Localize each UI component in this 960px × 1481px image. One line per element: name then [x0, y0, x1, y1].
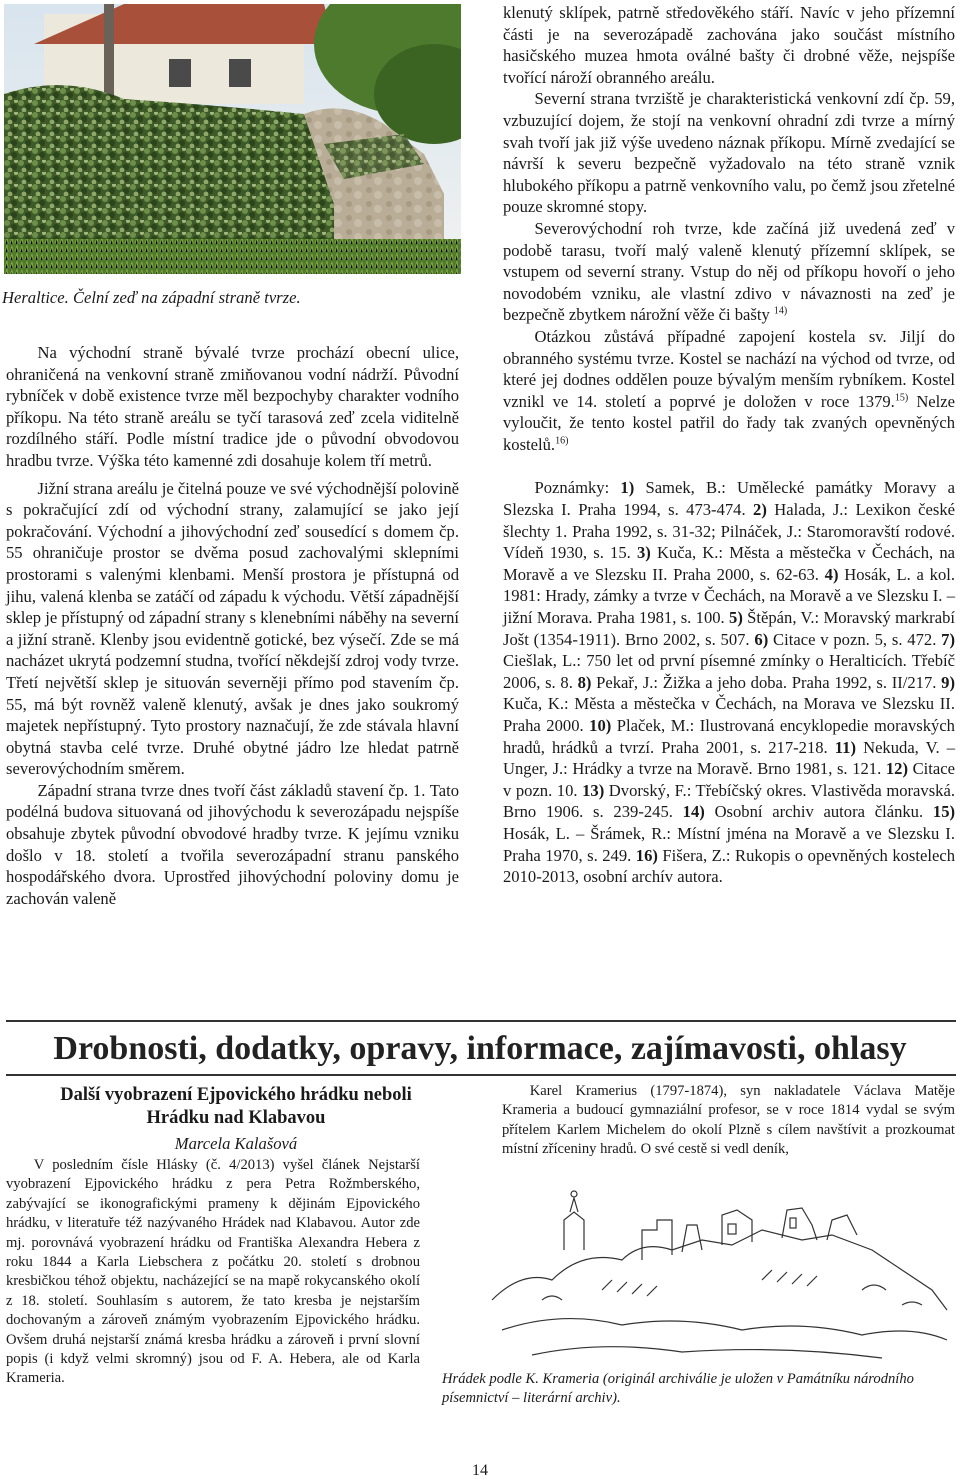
note-text: Citace v pozn. 10. — [503, 759, 955, 800]
note-number: 14) — [682, 802, 705, 822]
note-number: 11) — [834, 737, 856, 757]
note-text: Kuča, K.: Města a městečka v Čechách, na Morava ve Slezsku II. Praha 2000. — [503, 694, 955, 735]
footnote-ref: 15) — [894, 392, 909, 404]
note-text: Fišera, Z.: Rukopis o opevněných kostelech 2010-2013, osobní archív autora. — [503, 845, 956, 887]
paragraph: Jižní strana areálu je čitelná pouze ve své východnější polovině s pokračující zdí od východní strany, zalamující se jako její pokračování. Východní a jihovýchodní zeď sousedící s domem čp. 55 ohraničuje prostor se dvěma posud zachovalými sklepními prostorami s valenými klenbami. Menší prostora je přístupná od jihu, valená klenba se zatáčí od západu k východu. Větší západnější sklep je přístupný od západní strany s klenebními náběhy na severní a jižní straně. Klenby jsou evidentně gotické, bez výsečí. Zde se má nacházet ukrytá podzemní studna, tvořící někdejší zdroj vody tvrze. Třetí největší sklep je situován severněji přímo pod stavením čp. 55, má být rovněž valeně klenutý, avšak je dnes jako soukromý majetek nepřístupný. Tyto prostory naznačují, že zde stávala hlavní obytná stavba celé tvrze. Druhé obytné jádro lze hledat patrně severovýchodním směrem. — [6, 478, 459, 779]
note-number: 8) — [577, 672, 592, 692]
paragraph-text: Otázkou zůstává případné zapojení kostela sv. Jiljí do obranného systému tvrze. Kostel se nachází na východ od tvrze, od které jej dodnes oddělen pouze bývalým menším rybníkem. Kostel vznikl ve 14. století a poprvé je doložen v roce 1379. — [503, 326, 955, 411]
paragraph: Západní strana tvrze dnes tvoří část základů stavení čp. 1. Tato podélná budova situovaná od jihovýchodu k severozápadu nejspíše obsahuje zbytek původní obvodové hradby tvrze. K jejímu vzniku došlo v 18. století a tvořila severozápadní stranu panského hospodářského dvora. Uprostřed jihovýchodní poloviny domu je zachován valeně — [6, 780, 459, 908]
page-number: 14 — [472, 1462, 488, 1479]
notes-list — [503, 478, 955, 886]
note-number: 9) — [941, 672, 955, 692]
note-number: 7) — [941, 629, 955, 649]
note-text: Pekař, J.: Žižka a jeho doba. Praha 1992, s. II/217. — [591, 672, 942, 692]
photo-caption: Heraltice. Čelní zeď na západní straně tvrze. — [2, 288, 301, 307]
note-number: 4) — [824, 564, 839, 584]
note-text: Hosák, L. a kol. 1981: Hrady, zámky a tvrze v Čechách, na Moravě a ve Slezsku I. – jižní Morava. Praha 1981, s. 100. — [503, 564, 955, 628]
paragraph: klenutý sklípek, patrně středověkého stáří. Navíc v jeho přízemní části je na severozápadě zachována jako součást místního hasičského muzea hmota oválné bašty či drobné věže, nejspíše tvořící nároží obranného areálu. — [503, 3, 955, 87]
article-author: Marcela Kalašová — [174, 1134, 298, 1153]
note-number: 12) — [885, 759, 908, 779]
note-number: 16) — [635, 845, 658, 865]
note-text: Dvorský, F.: Třebíčský okres. Vlastivěda moravská. Brno 1906. s. 239-245. — [503, 780, 955, 822]
footnote-ref: 16) — [555, 435, 569, 447]
note-text: Halada, J.: Lexikon české šlechty 1. Praha 1992, s. 31-32; Pilnáček, J.: Staromoravští rodové. Vídeň 1930, s. 15. — [503, 500, 956, 563]
article-title-line: Další vyobrazení Ejpovického hrádku neboli — [60, 1085, 412, 1105]
heading-rule-bottom — [6, 1074, 956, 1076]
paragraph: Na východní straně bývalé tvrze prochází obecní ulice, ohraničená na venkovní straně zmiňovanou vodní nádrží. Původní rybníček v době existence tvrze měl bezpochyby charakter vodního příkopu. Na této straně areálu se tyčí tarasová zeď zcela viditelně rozdílného stáří. Podle místní tradice jde o původní obvodovou hradbu tvrze. Výška této kamenné zdi dosahuje kolem tří metrů. — [6, 343, 459, 470]
photo-wall — [4, 4, 461, 274]
note-number: 6) — [754, 629, 769, 649]
note-number: 3) — [636, 543, 651, 563]
castle-sketch-drawing — [482, 1180, 954, 1366]
note-number: 13) — [582, 780, 605, 800]
article-left-column — [6, 1156, 420, 1389]
note-number: 10) — [589, 716, 612, 735]
footnote-ref: 14) — [773, 305, 788, 317]
note-text: Osobní archiv autora článku. — [704, 802, 933, 822]
paragraph: Karel Kramerius (1797-1874), syn nakladatele Václava Matěje Krameria a budoucí gymnaziální profesor, se v roce 1814 vydal se svým přítelem Karlem Michelem do okolí Plzně s cílem navštívit a prozkoumat místní zříceniny hradů. O své cestě si vedl deník, — [502, 1083, 955, 1158]
notes-block — [503, 477, 955, 887]
note-number: 5) — [729, 608, 743, 628]
paragraph-text: Severovýchodní roh tvrze, kde začíná již uvedená zeď v podobě tarasu, tvoří malý valeně klenutý přízemní sklípek, se vstupem od severní strany. Vstup do něj od příkopu hovoří o jeho novodobém vzniku, ale vlastní zdivo v návaznosti na zeď je bezpečně zbytkem nárožní věže či bašty — [503, 218, 955, 325]
article-right-column — [502, 1082, 955, 1160]
right-column — [503, 2, 955, 888]
note-text: Ciešlak, L.: 750 let od první písemné zmínky o Heralticích. Třebíč 2006, s. 8. — [503, 651, 955, 692]
note-text: Nekuda, V. – Unger, J.: Hrádky a tvrze na Moravě. Brno 1981, s. 121. — [503, 737, 955, 779]
note-text: Kuča, K.: Města a městečka v Čechách, na Moravě a ve Slezsku II. Praha 2000, s. 62-63. — [503, 543, 955, 584]
note-text: Plaček, M.: Ilustrovaná encyklopedie moravských hradů, hrádků a tvrzí. Praha 2001, s. 217-218. — [503, 716, 955, 757]
note-number: 1) — [609, 478, 635, 498]
paragraph-text: Nelze vyloučit, že tento kostel patřil do řady tak zvaných opevněných kostelů. — [503, 391, 956, 454]
note-text: Štěpán, V.: Moravský markrabí Jošt (1354-1911). Brno 2002, s. 507. — [503, 608, 955, 649]
paragraph: V posledním čísle Hlásky (č. 4/2013) vyšel článek Nejstarší vyobrazení Ejpovického hrádku z pera Petra Rožmberského, zabývající se ikonografickými prameny k dějinám Ejpovického hrádku, v literatuře též nazývaného Hrádek nad Klabavou. Autor zde mj. porovnává vyobrazení hrádku od Františka Alexandra Hebera z roku 1844 a Karla Liebschera z počátku 20. století s drobnou kresbičkou téhož objektu, nacházející se na mapě rokycanského okolí z 18. století. Souhlasím s autorem, že tato kresba je nejstarším dochovaným a zároveň známým vyobrazením Ejpovického hrádku. Ovšem druhá nejstarší známá kresba hrádku a zároveň i první slovní popis (i když velmi skromný) jsou od F. A. Hebera, ale od Karla Krameria. — [6, 1157, 420, 1387]
note-number: 2) — [753, 500, 767, 520]
note-text: Citace v pozn. 5, s. 472. — [768, 629, 942, 649]
paragraph — [503, 326, 955, 456]
sketch-caption: Hrádek podle K. Krameria (originál archiválie je uložen v Památníku národního písemnictví – literární archiv). — [442, 1371, 914, 1406]
paragraph — [503, 218, 955, 326]
note-number: 15) — [932, 802, 956, 822]
castle-sketch — [482, 1180, 954, 1366]
paragraph: Severní strana tvrziště je charakteristická venkovní zdí čp. 59, vzbuzující dojem, že stojí na venkovní ohradní zdi tvrze a mírný svah tvoří jak již výše uvedeno náznak příkopu. Mírně zvedající se návrší k severu bezpečně vyžadovalo na této straně vznik hlubokého příkopu a patrně venkovního valu, po čemž jsou zřetelné pouze skromné stopy. — [503, 89, 955, 217]
wall-photo-illustration — [4, 4, 461, 274]
note-text: Samek, B.: Umělecké památky Moravy a Slezska I. Praha 1994, s. 473-474. — [503, 478, 955, 520]
heading-rule-top — [6, 1020, 956, 1022]
article-title — [6, 1084, 466, 1130]
section-heading: Drobnosti, dodatky, opravy, informace, zajímavosti, ohlasy — [53, 1030, 907, 1067]
notes-label: Poznámky: — [534, 478, 610, 498]
article-title-line: Hrádku nad Klabavou — [146, 1108, 326, 1128]
left-column — [6, 342, 459, 909]
note-text: Hosák, L. – Šrámek, R.: Místní jména na Moravě a ve Slezsku I. Praha 1970, s. 249. — [503, 823, 955, 865]
